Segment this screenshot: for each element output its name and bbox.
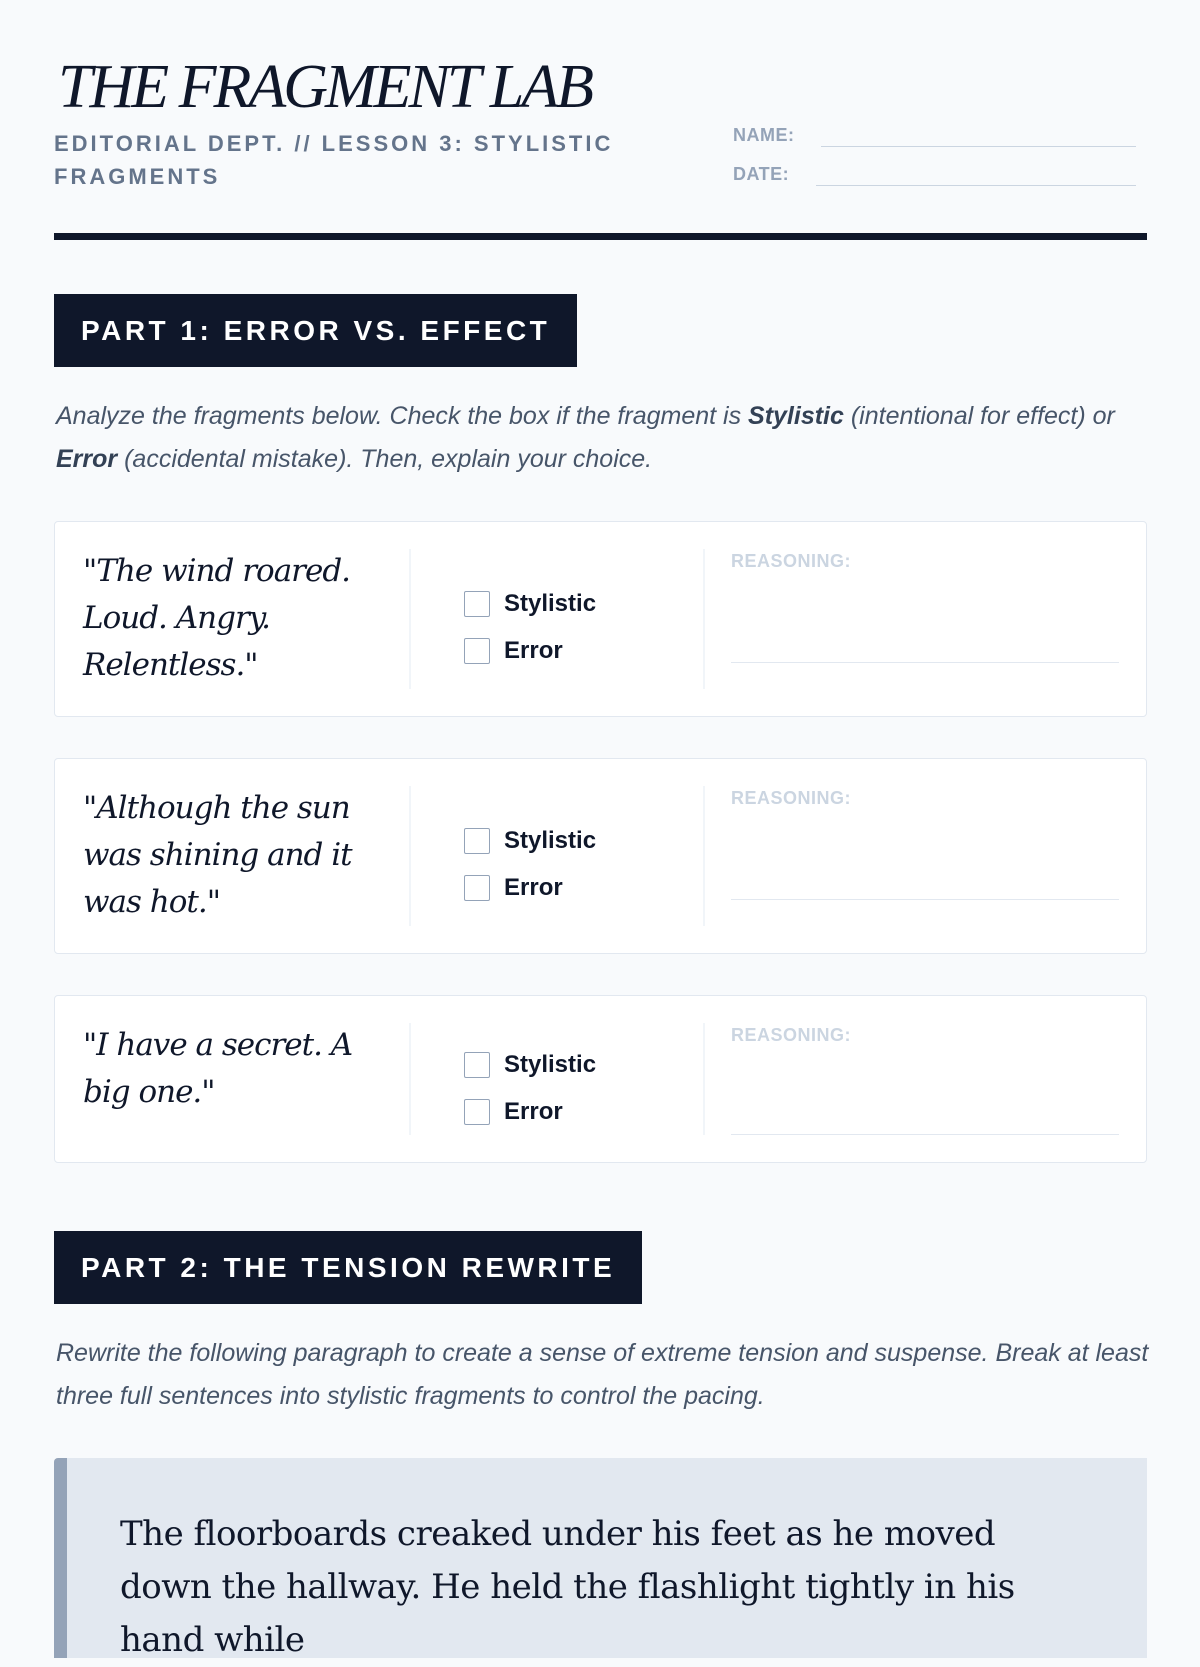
fragment-quote: "Although the sun was shining and it was hot." bbox=[83, 790, 352, 920]
page-title: THE FRAGMENT LAB bbox=[58, 53, 591, 121]
error-option[interactable] bbox=[464, 864, 596, 911]
error-option[interactable] bbox=[464, 627, 596, 674]
stylistic-checkbox[interactable] bbox=[464, 591, 490, 617]
column-divider bbox=[409, 1023, 411, 1135]
fragment-item-3 bbox=[54, 995, 1147, 1163]
error-option[interactable] bbox=[464, 1088, 596, 1135]
name-field bbox=[733, 125, 1136, 146]
date-field bbox=[733, 164, 1136, 185]
choice-group bbox=[464, 580, 596, 674]
name-label: NAME: bbox=[733, 125, 795, 145]
stylistic-option[interactable] bbox=[464, 817, 596, 864]
error-option-label: Error bbox=[504, 1097, 563, 1125]
source-passage bbox=[54, 1458, 1147, 1658]
error-option-label: Error bbox=[504, 873, 563, 901]
part1-heading: PART 1: ERROR VS. EFFECT bbox=[54, 294, 577, 367]
column-divider bbox=[703, 786, 705, 926]
reasoning-input-line[interactable] bbox=[731, 1134, 1119, 1135]
stylistic-emphasis: Stylistic bbox=[748, 402, 844, 430]
error-emphasis: Error bbox=[56, 445, 118, 473]
date-input-line[interactable] bbox=[816, 185, 1136, 186]
error-checkbox[interactable] bbox=[464, 875, 490, 901]
choice-group bbox=[464, 1041, 596, 1135]
lesson-subtitle: EDITORIAL DEPT. // LESSON 3: STYLISTIC FRAGMENTS bbox=[54, 131, 614, 189]
stylistic-option-label: Stylistic bbox=[504, 826, 597, 854]
stylistic-option[interactable] bbox=[464, 1041, 596, 1088]
stylistic-option-label: Stylistic bbox=[504, 589, 597, 617]
header-rule bbox=[54, 233, 1147, 240]
worksheet-header bbox=[54, 0, 1147, 242]
column-divider bbox=[703, 549, 705, 689]
error-checkbox[interactable] bbox=[464, 638, 490, 664]
reasoning-label: REASONING: bbox=[731, 788, 852, 808]
passage-text: The floorboards creaked under his feet as he moved down the hallway. He held the flashlight tightly in his hand while bbox=[120, 1514, 1015, 1660]
part2-heading: PART 2: THE TENSION REWRITE bbox=[54, 1231, 642, 1304]
name-input-line[interactable] bbox=[821, 146, 1136, 147]
stylistic-checkbox[interactable] bbox=[464, 828, 490, 854]
stylistic-option[interactable] bbox=[464, 580, 596, 627]
column-divider bbox=[409, 549, 411, 689]
reasoning-label: REASONING: bbox=[731, 551, 852, 571]
part1-instructions: Analyze the fragments below. Check the box if the fragment is Stylistic (intentional for effect) or Error (accidental mistake). Then, explain your choice. bbox=[56, 402, 1115, 473]
fragment-quote: "I have a secret. A big one." bbox=[83, 1027, 353, 1110]
column-divider bbox=[703, 1023, 705, 1135]
error-checkbox[interactable] bbox=[464, 1099, 490, 1125]
date-label: DATE: bbox=[733, 164, 790, 184]
column-divider bbox=[409, 786, 411, 926]
stylistic-checkbox[interactable] bbox=[464, 1052, 490, 1078]
fragment-quote: "The wind roared. Loud. Angry. Relentless." bbox=[83, 553, 351, 683]
reasoning-input-line[interactable] bbox=[731, 899, 1119, 900]
fragment-item-2 bbox=[54, 758, 1147, 954]
stylistic-option-label: Stylistic bbox=[504, 1050, 597, 1078]
reasoning-input-line[interactable] bbox=[731, 662, 1119, 663]
choice-group bbox=[464, 817, 596, 911]
error-option-label: Error bbox=[504, 636, 563, 664]
worksheet-page bbox=[54, 0, 1149, 1660]
reasoning-label: REASONING: bbox=[731, 1025, 852, 1045]
fragment-item-1 bbox=[54, 521, 1147, 717]
part2-instructions: Rewrite the following paragraph to create a sense of extreme tension and suspense. Break at least three full sentences into stylistic fragments to control the pacing. bbox=[56, 1339, 1149, 1410]
